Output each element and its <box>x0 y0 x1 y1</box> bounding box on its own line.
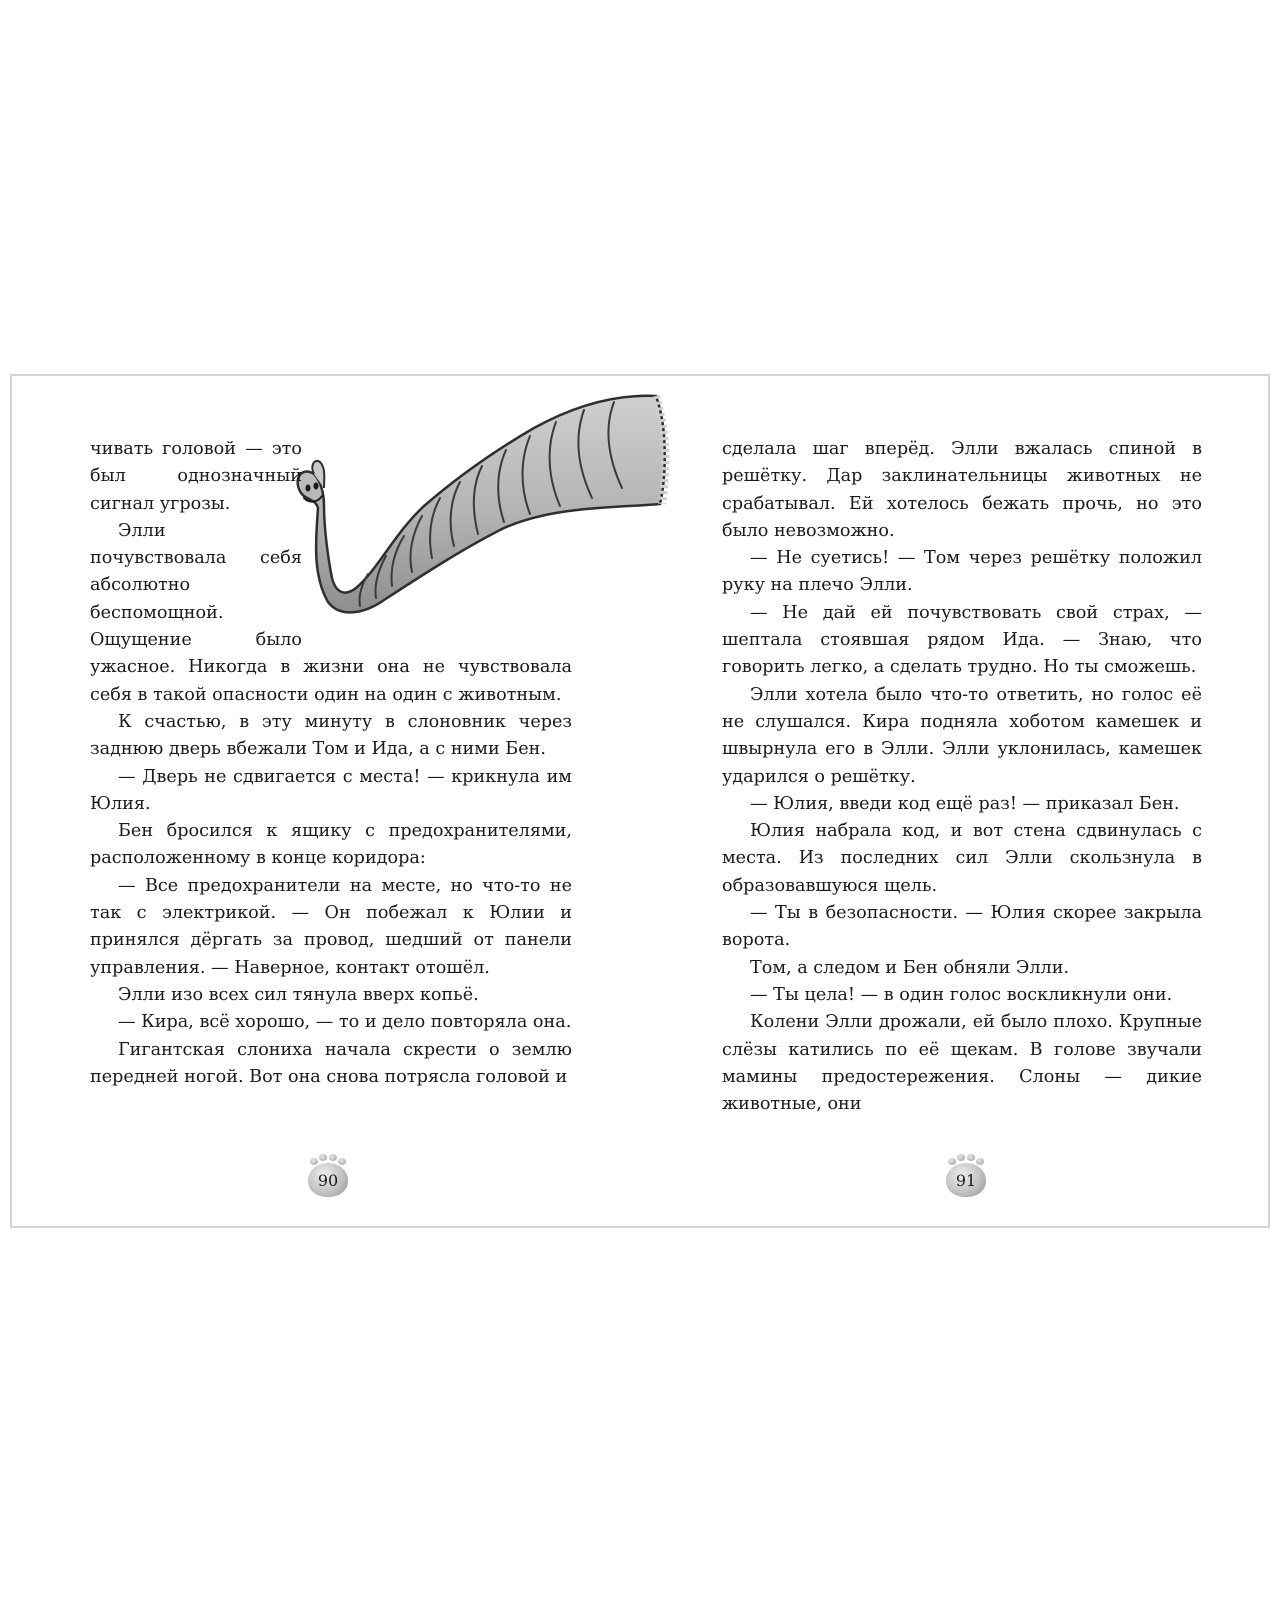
illustration-wrap <box>302 436 572 654</box>
paw-print-icon <box>338 1158 346 1165</box>
paragraph: Элли хотела было что-то ответить, но голос её не слушался. Кира подняла хоботом камешек и швырнула его в Элли. Элли уклонилась, камешек ударился о решётку. <box>722 684 1202 787</box>
paragraph: Элли изо всех сил тянула вверх копьё. <box>118 984 479 1005</box>
paw-print-icon <box>948 1158 956 1165</box>
right-page <box>722 436 1202 1118</box>
book-spread <box>10 374 1270 1228</box>
paragraph: Бен бросился к ящику с предохранителями, расположенному в конце коридора: <box>90 821 572 869</box>
page-number-text: 91 <box>946 1163 986 1197</box>
paragraph: К счастью, в эту минуту в слоновник через заднюю дверь вбежали Том и Ида, а с ними Бен. <box>90 711 572 760</box>
left-page <box>90 436 572 1091</box>
paragraph: Колени Элли дрожали, ей было плохо. Крупные слёзы катились по её щекам. В голове звучали мамины предостережения. Слоны — дикие животные, они <box>722 1012 1202 1115</box>
paragraph: — Не суетись! — Том через решётку положил руку на плечо Элли. <box>722 548 1202 596</box>
paragraph: — Не дай ей почувствовать свой страх, — шептала стоявшая рядом Ида. — Знаю, что говорить легко, а сделать трудно. Но ты сможешь. <box>722 602 1202 678</box>
paragraph: Юлия набрала код, и вот стена сдвинулась с места. Из последних сил Элли скользнула в образовавшуюся щель. <box>722 821 1202 896</box>
paragraph: — Кира, всё хорошо, — то и дело повторяла она. <box>118 1012 572 1033</box>
page-number-text: 90 <box>308 1163 348 1197</box>
paragraph: — Дверь не сдвигается с места! — крикнула им Юлия. <box>90 766 572 814</box>
page-number-left <box>306 1154 350 1198</box>
paw-print-icon <box>967 1154 975 1161</box>
page-number-right <box>944 1154 988 1198</box>
paragraph: — Ты в безопасности. — Юлия скорее закрыла ворота. <box>722 903 1202 951</box>
paw-print-icon <box>329 1154 337 1161</box>
paragraph: чивать головой — это был однозначный сигнал угрозы. <box>90 439 302 514</box>
paw-print-icon <box>310 1158 318 1165</box>
paragraph: Том, а следом и Бен обняли Элли. <box>750 957 1070 978</box>
paragraph: сделала шаг вперёд. Элли вжалась спиной в решётку. Дар заклинательницы животных не срабатывал. Ей хотелось бежать прочь, но это было невозможно. <box>722 439 1202 541</box>
paragraph: — Ты цела! — в один голос воскликнули они. <box>750 984 1173 1005</box>
paw-print-icon <box>319 1154 327 1161</box>
paragraph: — Юлия, введи код ещё раз! — приказал Бен. <box>750 793 1180 814</box>
paw-print-icon <box>976 1158 984 1165</box>
paw-print-icon <box>957 1154 965 1161</box>
paragraph: Гигантская слониха начала скрести о землю передней ногой. Вот она снова потрясла головой и <box>90 1039 572 1087</box>
paragraph: Элли почувствовала себя абсолютно беспомощной. Ощущение было ужасное. Никогда в жизни она не чувствовала себя в такой опасности один на один с животным. <box>90 520 572 705</box>
paragraph: — Все предохранители на месте, но что-то не так с электрикой. — Он побежал к Юлии и принялся дёргать за провод, шедший от панели управления. — Наверное, контакт отошёл. <box>90 875 572 978</box>
